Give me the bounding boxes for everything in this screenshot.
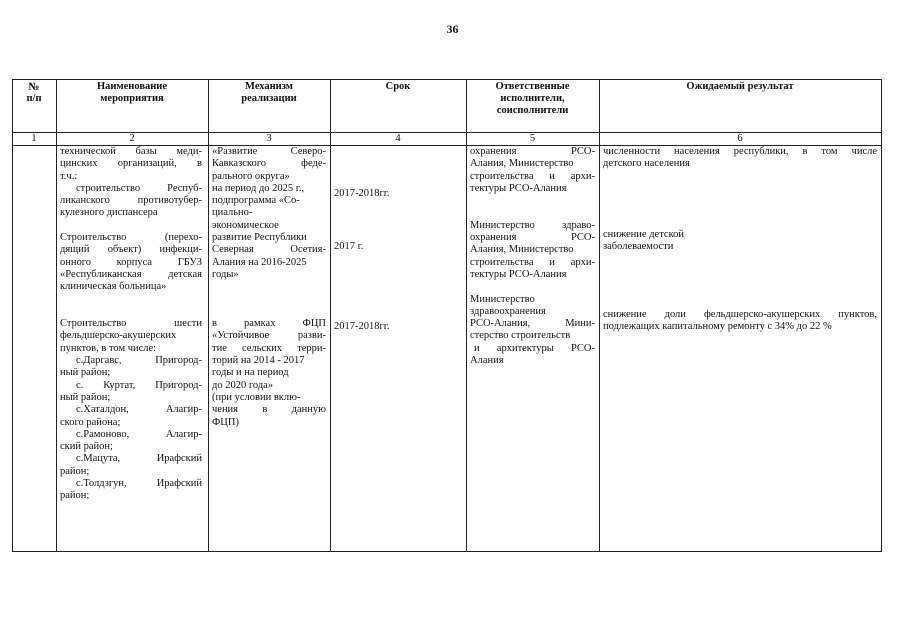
column-number: 6 [737, 133, 743, 144]
mechanism-line: в рамках ФЦП [212, 318, 326, 330]
column-divider [881, 79, 882, 552]
responsible-line: Министерство здраво- [470, 219, 595, 231]
mechanism-line: на период до 2025 г., [212, 182, 305, 194]
header-term: Срок [385, 81, 411, 92]
measure-line: с.Хаталдон, Алагир- [76, 404, 202, 416]
responsible-line: Алания, Министерство [470, 158, 574, 170]
term-3: 2017-2018гг. [334, 321, 390, 332]
mechanism-line: экономическое [212, 219, 279, 231]
column-number: 3 [266, 133, 272, 144]
responsible-line: и архитектуры РСО- [474, 342, 595, 354]
measure-line [60, 306, 202, 318]
measure-line: Строительство шести [60, 318, 202, 330]
measure-line: ный район; [60, 391, 111, 403]
table-top-border [12, 79, 882, 80]
responsible-line [470, 281, 595, 293]
responsible-line: здравоохранения [470, 305, 546, 317]
mechanism-line: годы и на период [212, 367, 289, 379]
mechanism-line: (при условии вклю- [212, 391, 301, 403]
column-number: 1 [31, 133, 37, 144]
measure-line [60, 220, 202, 232]
mechanism-line: торий на 2014 - 2017 [212, 355, 305, 367]
mechanism-line [212, 294, 326, 306]
term-1: 2017-2018гг. [334, 188, 390, 199]
measure-line: технической базы меди- [60, 146, 202, 157]
header-mechanism: Механизм реализации [241, 81, 297, 104]
responsible-line: РСО-Алания, Мини- [470, 318, 595, 330]
measure-line [60, 294, 202, 306]
result-line: снижение доли фельдшерско-акушерских пунктов, [603, 309, 877, 320]
responsible-line: тектуры РСО-Алания [470, 182, 567, 194]
mechanism-line [212, 306, 326, 318]
measure-line: пунктов, в том числе: [60, 342, 157, 354]
measure-line: ского района; [60, 416, 121, 428]
responsible-line [470, 207, 595, 219]
measure-line: с.Даргавс, Пригород- [76, 355, 202, 367]
column-number: 4 [395, 133, 401, 144]
table-bottom-border [12, 551, 882, 552]
column-divider [12, 79, 13, 552]
result-line: численности населения республики, в том числе [603, 146, 877, 157]
result-cell-3 [603, 309, 877, 334]
mechanism-line: рального округа» [212, 170, 290, 182]
header-number-sign: № [28, 81, 40, 93]
mechanism-line: Кавказского феде- [212, 158, 326, 170]
mechanism-line [212, 281, 326, 293]
column-number: 2 [129, 133, 135, 144]
measure-line: фельдшерско-акушерских [60, 330, 177, 342]
measure-line: с.Рамоново, Алагир- [76, 428, 202, 440]
measure-cell [60, 146, 202, 503]
mechanism-line: чения в данную [212, 404, 326, 416]
measure-line: с. Куртат, Пригород- [76, 379, 202, 391]
responsible-line: Министерство [470, 293, 535, 305]
mechanism-line: ФЦП) [212, 416, 239, 428]
header-number [12, 81, 56, 105]
measure-line: ский район; [60, 441, 113, 453]
measure-line: ликанского противотубер- [60, 195, 202, 207]
responsible-line: строительства и архи- [470, 256, 595, 268]
column-divider [599, 79, 600, 552]
measure-line: онного корпуса ГБУЗ [60, 256, 202, 268]
mechanism-line: «Устойчивое разви- [212, 330, 326, 342]
header-responsible: Ответственные исполнители, соисполнители [495, 81, 570, 116]
mechanism-cell [212, 146, 326, 429]
measure-line: ный район; [60, 367, 111, 379]
measure-line: Строительство (перехо- [60, 232, 202, 244]
header-measure: Наименование мероприятия [97, 81, 167, 104]
page-number: 36 [446, 22, 459, 36]
term-2: 2017 г. [334, 241, 364, 252]
result-cell-2 [603, 229, 877, 254]
responsible-line: охранения РСО- [470, 232, 595, 244]
responsible-line: охранения РСО- [470, 146, 595, 157]
column-divider [208, 79, 209, 552]
measure-line: кулезного диспансера [60, 207, 158, 219]
mechanism-line: годы» [212, 268, 239, 280]
measure-line: дящий объект) инфекци- [60, 244, 202, 256]
result-line: подлежащих капитальному ремонту с 34% до 22 % [603, 321, 832, 333]
mechanism-line: циально- [212, 207, 253, 219]
result-cell-1 [603, 146, 877, 171]
mechanism-line: Северная Осетия- [212, 244, 326, 256]
header-result: Ожидаемый результат [686, 81, 794, 92]
header-number-label: п/п [26, 93, 42, 104]
result-line: детского населения [603, 158, 690, 170]
mechanism-line: подпрограмма «Со- [212, 195, 300, 207]
responsible-line [470, 195, 595, 207]
measure-line: с.Толдзгун, Ирафский [76, 478, 202, 490]
column-divider [466, 79, 467, 552]
measure-line: район; [60, 490, 90, 502]
measure-line: строительство Респуб- [76, 182, 202, 194]
mechanism-line: до 2020 года» [212, 379, 274, 391]
responsible-line: стерство строительств [470, 330, 571, 342]
column-number: 5 [529, 133, 536, 144]
responsible-line: тектуры РСО-Алания [470, 268, 567, 280]
measure-line: т.ч.: [60, 170, 78, 182]
measure-line: с.Мацута, Ирафский [76, 453, 202, 465]
mechanism-line: тие сельских терри- [212, 342, 326, 354]
mechanism-line: Алания на 2016-2025 [212, 256, 307, 268]
result-line: заболеваемости [603, 241, 674, 253]
measure-line: клиническая больница» [60, 281, 167, 293]
column-divider [330, 79, 331, 552]
measure-line: цинских организаций, в [60, 158, 202, 170]
responsible-line: строительства и архи- [470, 170, 595, 182]
mechanism-line: развитие Республики [212, 232, 307, 244]
measure-line: «Республиканская детская [60, 268, 202, 280]
responsible-line: Алания, Министерство [470, 244, 574, 256]
column-divider [56, 79, 57, 552]
responsible-cell [470, 146, 595, 367]
measure-line: район; [60, 465, 90, 477]
measures-table [12, 79, 882, 552]
result-line: снижение детской [603, 229, 685, 240]
mechanism-line: «Развитие Северо- [212, 146, 326, 157]
responsible-line: Алания [470, 355, 504, 367]
